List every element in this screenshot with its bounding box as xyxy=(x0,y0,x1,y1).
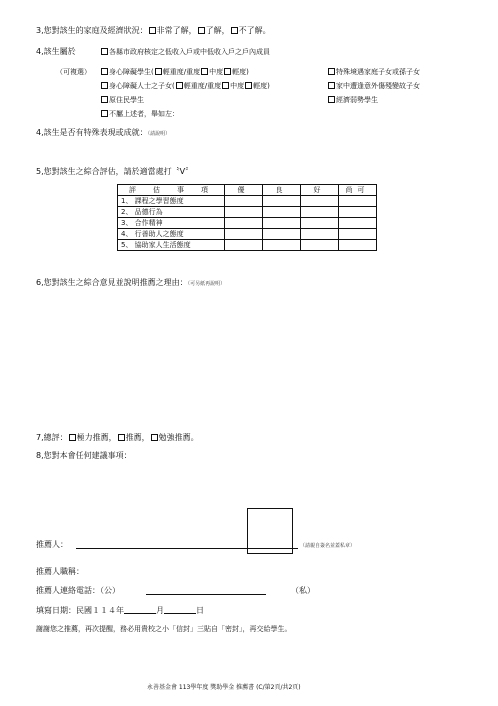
table-row xyxy=(118,218,377,229)
grade-cell[interactable] xyxy=(339,207,377,218)
header-fair: 尚可 xyxy=(339,185,377,196)
row-label: 1、 課程之學習態度 xyxy=(118,196,225,207)
stamp-note: （請親自簽名並蓋私章） xyxy=(300,543,356,549)
q4-special-note: （請說明） xyxy=(147,131,171,137)
q3-line xyxy=(36,26,271,36)
q7-label: 7,總評： xyxy=(36,433,68,442)
q4-option-indigenous xyxy=(100,96,144,105)
home-phone-label: （私） xyxy=(291,586,315,595)
checkbox-accident-family[interactable] xyxy=(328,82,335,89)
grade-cell[interactable] xyxy=(225,218,263,229)
grade-cell[interactable] xyxy=(263,218,301,229)
grade-cell[interactable] xyxy=(225,196,263,207)
q3-opt3: 不了解。 xyxy=(238,26,271,35)
date-label: 填寫日期：民國１１４年 xyxy=(36,606,124,615)
date-line xyxy=(36,605,204,616)
option-text: 輕重度/重度 xyxy=(183,82,222,90)
checkbox-severe-2[interactable] xyxy=(176,82,183,89)
option-text: 各縣市政府核定之低收入戶或中低收入戶之戶內成員 xyxy=(109,48,270,56)
recommender-title-label: 推薦人職稱： xyxy=(36,567,84,576)
grade-cell[interactable] xyxy=(301,196,339,207)
option-text: 輕度) xyxy=(232,68,249,76)
q7-opt2: 推薦， xyxy=(125,433,150,442)
grade-cell[interactable] xyxy=(225,207,263,218)
checkbox-special-family[interactable] xyxy=(328,68,335,75)
q4-special-line xyxy=(36,128,170,138)
checkbox-reluctantly-recommend[interactable] xyxy=(151,434,158,441)
q4-option-disabled-parent xyxy=(100,82,270,91)
checkbox-moderate[interactable] xyxy=(201,68,208,75)
table-row xyxy=(118,240,377,251)
option-text: 中度 xyxy=(209,68,224,76)
option-text: 中度 xyxy=(230,82,245,90)
q4-note: （可複選） xyxy=(56,68,91,76)
option-text: 原住民學生 xyxy=(109,96,144,104)
grade-cell[interactable] xyxy=(225,229,263,240)
checkbox-disabled-parent[interactable] xyxy=(101,82,108,89)
grade-cell[interactable] xyxy=(339,240,377,251)
q7-opt1: 極力推薦， xyxy=(76,433,117,442)
q6-label: 6,您對該生之綜合意見並說明推薦之理由： xyxy=(36,278,188,287)
table-row xyxy=(118,229,377,240)
option-text: 不屬上述者，舉如左： xyxy=(109,110,179,118)
option-text: 經濟弱勢學生 xyxy=(336,96,378,104)
checkbox-moderate-2[interactable] xyxy=(222,82,229,89)
q4-option-low-income xyxy=(100,48,270,57)
checkbox-economic[interactable] xyxy=(328,96,335,103)
checkbox-strongly-recommend[interactable] xyxy=(69,434,76,441)
q3-opt1: 非常了解， xyxy=(156,26,197,35)
grade-cell[interactable] xyxy=(263,196,301,207)
q4-option-disabled-student xyxy=(100,68,249,77)
day-label: 日 xyxy=(196,606,204,615)
grade-cell[interactable] xyxy=(301,207,339,218)
recommender-label: 推薦人： xyxy=(36,540,68,549)
row-label: 5、 協助家人生活態度 xyxy=(118,240,225,251)
option-text: 輕重度/重度 xyxy=(162,68,201,76)
q7-opt3: 勉強推薦。 xyxy=(158,433,199,442)
grade-cell[interactable] xyxy=(301,218,339,229)
header-excellent: 優 xyxy=(225,185,263,196)
q4-option-other xyxy=(100,110,179,119)
q4-option-special-family xyxy=(327,68,420,77)
header-item: 評 估 事 項 xyxy=(118,185,225,196)
checkbox-mild-2[interactable] xyxy=(245,82,252,89)
month-input-line[interactable] xyxy=(124,605,156,614)
header-good: 良 xyxy=(263,185,301,196)
table-row xyxy=(118,196,377,207)
office-phone-line[interactable] xyxy=(146,594,266,595)
option-text: 輕度) xyxy=(253,82,270,90)
q6-line xyxy=(36,278,225,288)
recommender-phone-label: 推薦人連絡電話：（公） xyxy=(36,586,120,595)
month-label: 月 xyxy=(156,606,164,615)
option-text: 身心障礙學生( xyxy=(109,68,154,76)
table-header-row xyxy=(118,185,377,196)
checkbox-understand[interactable] xyxy=(198,27,205,34)
grade-cell[interactable] xyxy=(263,240,301,251)
checkbox-recommend[interactable] xyxy=(118,434,125,441)
grade-cell[interactable] xyxy=(225,240,263,251)
grade-cell[interactable] xyxy=(339,218,377,229)
q3-label: 3,您對該生的家庭及經濟狀況： xyxy=(36,26,148,35)
checkbox-severe[interactable] xyxy=(155,68,162,75)
grade-cell[interactable] xyxy=(339,196,377,207)
q4-special-label: 4,該生是否有特殊表現或成就： xyxy=(36,128,148,137)
checkbox-very-understand[interactable] xyxy=(149,27,156,34)
grade-cell[interactable] xyxy=(301,229,339,240)
option-text: 身心障礙人士之子女( xyxy=(109,82,175,90)
q7-line xyxy=(36,433,199,443)
page-footer: 永善基金會 113學年度 獎助學金 推薦書 (C/第2頁/共2頁) xyxy=(147,684,301,691)
thanks-note: 謝謝您之推薦，再次提醒，務必用貴校之小「信封」三貼自「密封」，再交給學生。 xyxy=(36,625,292,633)
checkbox-other[interactable] xyxy=(101,110,108,117)
option-text: 家中遭逢意外傷殘變故子女 xyxy=(336,82,420,90)
q8-label: 8,您對本會任何建議事項： xyxy=(36,451,132,460)
checkbox-mild[interactable] xyxy=(224,68,231,75)
checkbox-disabled-student[interactable] xyxy=(101,68,108,75)
q4-option-accident-family xyxy=(327,82,420,91)
q5-label: 5,您對該生之綜合評估，請於適當處打〝V〞 xyxy=(36,167,194,176)
evaluation-table xyxy=(117,184,377,251)
row-label: 3、 合作精神 xyxy=(118,218,225,229)
checkbox-not-understand[interactable] xyxy=(231,27,238,34)
grade-cell[interactable] xyxy=(301,240,339,251)
grade-cell[interactable] xyxy=(263,229,301,240)
row-label: 2、 品德行為 xyxy=(118,207,225,218)
checkbox-indigenous[interactable] xyxy=(101,96,108,103)
option-text: 特殊境遇家庭子女或孫子女 xyxy=(336,68,420,76)
row-label: 4、 行善助人之態度 xyxy=(118,229,225,240)
q4-label: 4,該生屬於 xyxy=(36,47,76,56)
grade-cell[interactable] xyxy=(263,207,301,218)
day-input-line[interactable] xyxy=(164,605,196,614)
recommender-signature-line[interactable] xyxy=(76,548,298,549)
grade-cell[interactable] xyxy=(339,229,377,240)
header-fine: 好 xyxy=(301,185,339,196)
table-row xyxy=(118,207,377,218)
q4-option-economic xyxy=(327,96,378,105)
q3-opt2: 了解， xyxy=(205,26,230,35)
checkbox-low-income[interactable] xyxy=(101,48,108,55)
q6-note: （可另紙再說明） xyxy=(187,281,226,287)
